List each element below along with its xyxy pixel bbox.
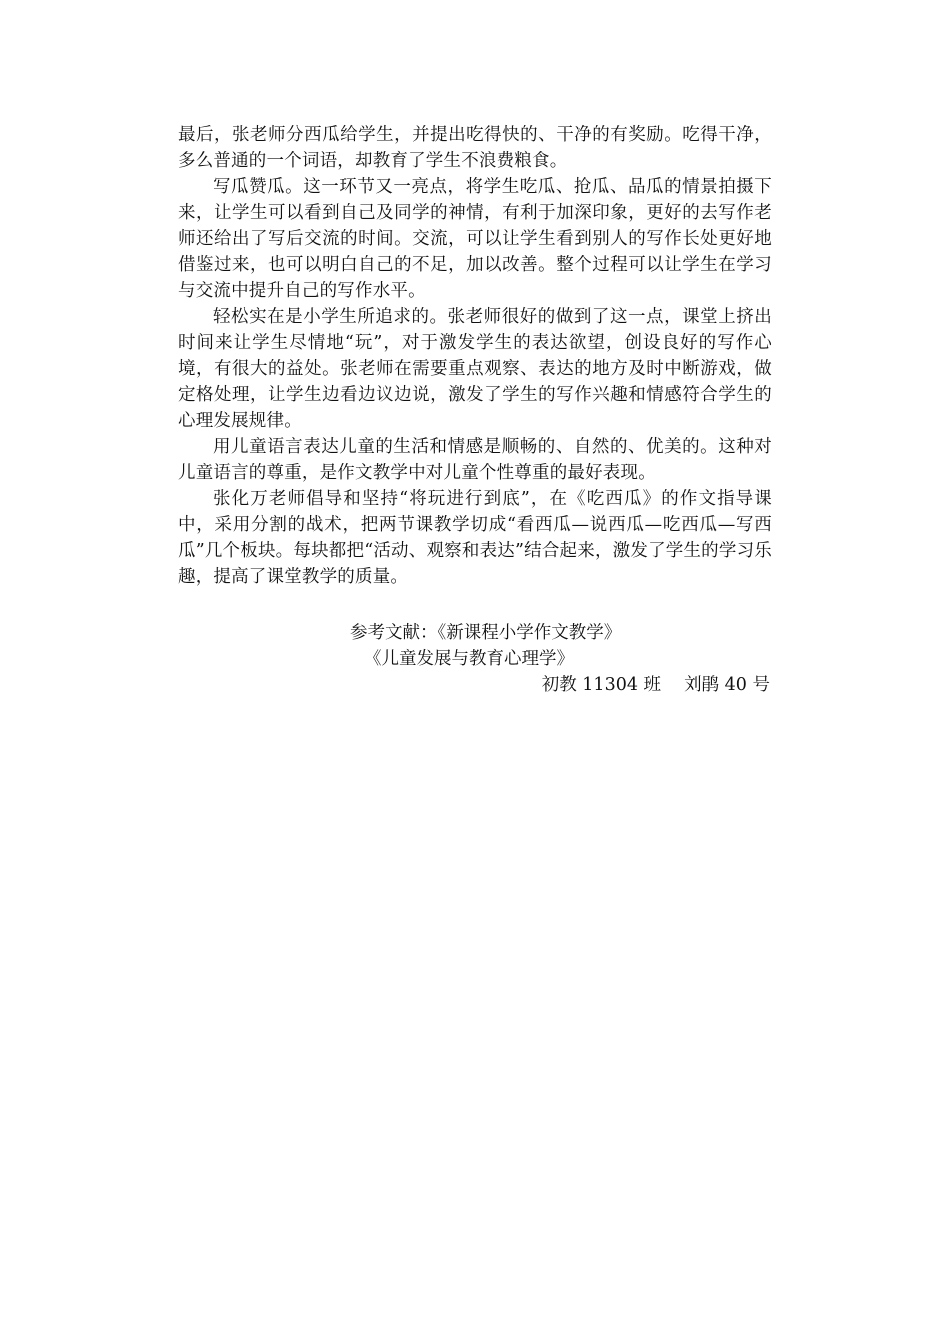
paragraph-2: 写瓜赞瓜。这一环节又一亮点，将学生吃瓜、抢瓜、品瓜的情景拍摄下来，让学生可以看到自己及同学的神情，有利于加深印象，更好的去写作老师还给出了写后交流的时间。交流，可以让学生看到别人的写作长处更好地借鉴过来，也可以明白自己的不足，加以改善。整个过程可以让学生在学习与交流中提升自己的写作水平。 [178, 177, 772, 301]
paragraph-4: 用儿童语言表达儿童的生活和情感是顺畅的、自然的、优美的。这种对儿童语言的尊重，是作文教学中对儿童个性尊重的最好表现。 [178, 437, 772, 483]
paragraph-1: 最后，张老师分西瓜给学生，并提出吃得快的、干净的有奖励。吃得干净，多么普通的一个词语，却教育了学生不浪费粮食。 [178, 125, 772, 171]
body-text [178, 122, 772, 590]
author-signature: 初教 11304 班 刘鹃 40 号 [541, 675, 770, 695]
references-block [178, 620, 772, 698]
paragraph-5: 张化万老师倡导和坚持“将玩进行到底”，在《吃西瓜》的作文指导课中，采用分割的战术，把两节课教学切成“看西瓜—说西瓜—吃西瓜—写西瓜”几个板块。每块都把“活动、观察和表达”结合起来，激发了学生的学习乐趣，提高了课堂教学的质量。 [178, 489, 772, 587]
reference-line-2: 《儿童发展与教育心理学》 [364, 649, 574, 669]
paragraph-3: 轻松实在是小学生所追求的。张老师很好的做到了这一点，课堂上挤出时间来让学生尽情地“玩”，对于激发学生的表达欲望，创设良好的写作心境，有很大的益处。张老师在需要重点观察、表达的地方及时中断游戏，做定格处理，让学生边看边议边说，激发了学生的写作兴趣和情感符合学生的心理发展规律。 [178, 307, 772, 431]
reference-line-1: 参考文献：《新课程小学作文教学》 [350, 623, 622, 643]
